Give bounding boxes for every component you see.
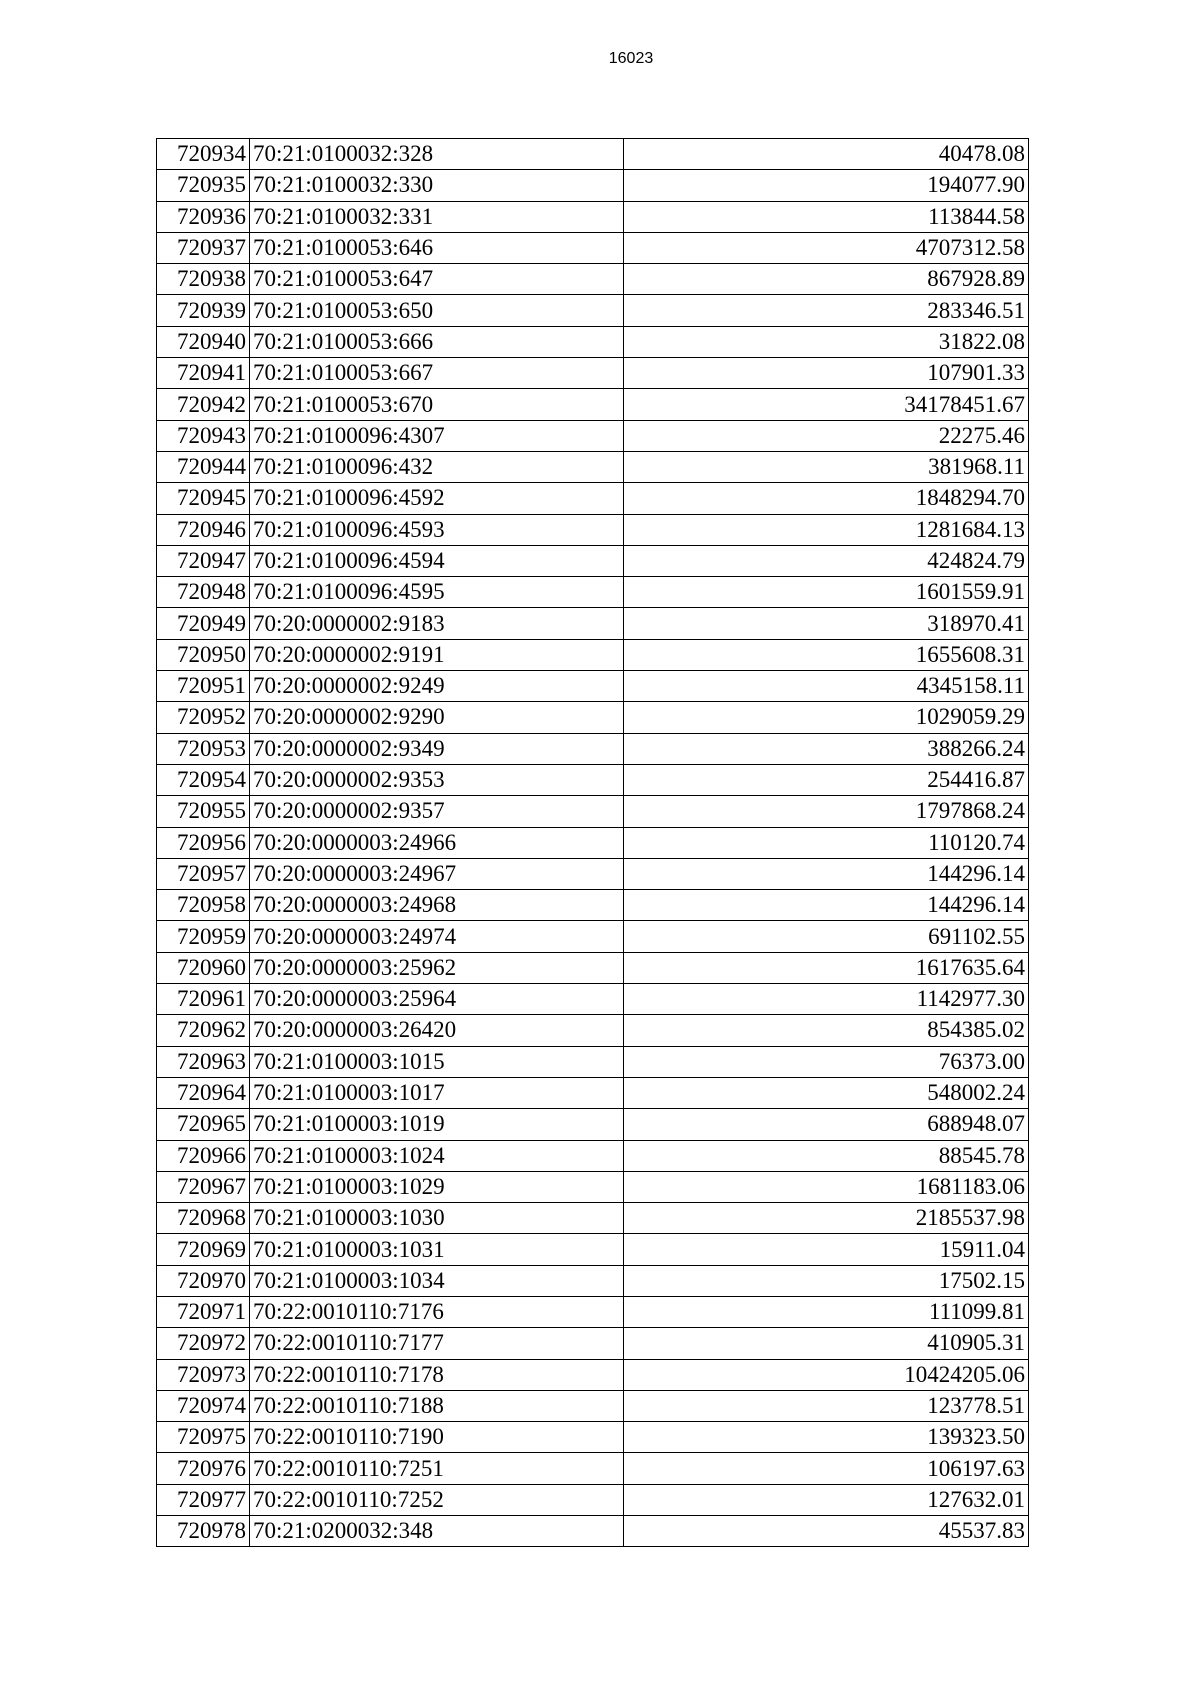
table-row xyxy=(157,702,1029,733)
row-number-cell: 720951 xyxy=(157,671,250,702)
cadastral-value-cell: 4345158.11 xyxy=(624,671,1029,702)
cadastral-number-cell: 70:20:0000003:24974 xyxy=(250,921,624,952)
row-number-cell: 720934 xyxy=(157,139,250,170)
table-row xyxy=(157,639,1029,670)
table-row xyxy=(157,326,1029,357)
row-number-cell: 720958 xyxy=(157,890,250,921)
cadastral-value-cell: 424824.79 xyxy=(624,545,1029,576)
cadastral-number-cell: 70:22:0010110:7176 xyxy=(250,1296,624,1327)
cadastral-value-cell: 2185537.98 xyxy=(624,1203,1029,1234)
cadastral-value-cell: 31822.08 xyxy=(624,326,1029,357)
table-row xyxy=(157,1203,1029,1234)
table-row xyxy=(157,1296,1029,1327)
row-number-cell: 720943 xyxy=(157,420,250,451)
table-row xyxy=(157,389,1029,420)
row-number-cell: 720941 xyxy=(157,358,250,389)
cadastral-number-cell: 70:21:0100003:1019 xyxy=(250,1109,624,1140)
table-row xyxy=(157,858,1029,889)
row-number-cell: 720962 xyxy=(157,1015,250,1046)
row-number-cell: 720952 xyxy=(157,702,250,733)
cadastral-number-cell: 70:21:0100003:1034 xyxy=(250,1265,624,1296)
table-row xyxy=(157,1109,1029,1140)
cadastral-number-cell: 70:21:0100003:1015 xyxy=(250,1046,624,1077)
cadastral-number-cell: 70:21:0100003:1029 xyxy=(250,1171,624,1202)
cadastral-value-cell: 1681183.06 xyxy=(624,1171,1029,1202)
table-row xyxy=(157,1140,1029,1171)
cadastral-value-cell: 1655608.31 xyxy=(624,639,1029,670)
table-row xyxy=(157,608,1029,639)
cadastral-number-cell: 70:21:0100096:4594 xyxy=(250,545,624,576)
table-row xyxy=(157,1359,1029,1390)
cadastral-value-cell: 123778.51 xyxy=(624,1390,1029,1421)
cadastral-number-cell: 70:20:0000002:9349 xyxy=(250,733,624,764)
table-row xyxy=(157,827,1029,858)
cadastral-value-cell: 17502.15 xyxy=(624,1265,1029,1296)
table-row xyxy=(157,1390,1029,1421)
table-row xyxy=(157,1265,1029,1296)
cadastral-value-cell: 107901.33 xyxy=(624,358,1029,389)
table-row xyxy=(157,1171,1029,1202)
table-row xyxy=(157,1015,1029,1046)
table-row xyxy=(157,984,1029,1015)
cadastral-value-cell: 113844.58 xyxy=(624,201,1029,232)
table-row xyxy=(157,577,1029,608)
cadastral-number-cell: 70:22:0010110:7178 xyxy=(250,1359,624,1390)
cadastral-number-cell: 70:21:0100032:331 xyxy=(250,201,624,232)
row-number-cell: 720964 xyxy=(157,1077,250,1108)
cadastral-number-cell: 70:21:0100096:4592 xyxy=(250,483,624,514)
cadastral-value-cell: 144296.14 xyxy=(624,858,1029,889)
cadastral-number-cell: 70:21:0200032:348 xyxy=(250,1516,624,1547)
table-row xyxy=(157,420,1029,451)
table-row xyxy=(157,1046,1029,1077)
cadastral-value-cell: 110120.74 xyxy=(624,827,1029,858)
cadastral-number-cell: 70:22:0010110:7252 xyxy=(250,1484,624,1515)
cadastral-value-cell: 381968.11 xyxy=(624,451,1029,482)
row-number-cell: 720968 xyxy=(157,1203,250,1234)
table-row xyxy=(157,890,1029,921)
row-number-cell: 720956 xyxy=(157,827,250,858)
table-row xyxy=(157,1453,1029,1484)
cadastral-number-cell: 70:21:0100053:647 xyxy=(250,264,624,295)
table-row xyxy=(157,139,1029,170)
cadastral-number-cell: 70:21:0100096:4307 xyxy=(250,420,624,451)
row-number-cell: 720963 xyxy=(157,1046,250,1077)
row-number-cell: 720975 xyxy=(157,1422,250,1453)
cadastral-number-cell: 70:22:0010110:7177 xyxy=(250,1328,624,1359)
cadastral-number-cell: 70:21:0100053:667 xyxy=(250,358,624,389)
table-row xyxy=(157,170,1029,201)
cadastral-value-cell: 867928.89 xyxy=(624,264,1029,295)
table-row xyxy=(157,1328,1029,1359)
row-number-cell: 720973 xyxy=(157,1359,250,1390)
cadastral-number-cell: 70:20:0000002:9290 xyxy=(250,702,624,733)
row-number-cell: 720942 xyxy=(157,389,250,420)
cadastral-value-cell: 688948.07 xyxy=(624,1109,1029,1140)
cadastral-number-cell: 70:20:0000003:24967 xyxy=(250,858,624,889)
cadastral-number-cell: 70:20:0000002:9191 xyxy=(250,639,624,670)
row-number-cell: 720946 xyxy=(157,514,250,545)
row-number-cell: 720936 xyxy=(157,201,250,232)
table-row xyxy=(157,264,1029,295)
row-number-cell: 720935 xyxy=(157,170,250,201)
row-number-cell: 720977 xyxy=(157,1484,250,1515)
cadastral-value-cell: 1029059.29 xyxy=(624,702,1029,733)
table-row xyxy=(157,295,1029,326)
table-row xyxy=(157,232,1029,263)
cadastral-number-cell: 70:21:0100053:670 xyxy=(250,389,624,420)
table-row xyxy=(157,733,1029,764)
cadastral-value-cell: 144296.14 xyxy=(624,890,1029,921)
table-row xyxy=(157,796,1029,827)
cadastral-value-cell: 76373.00 xyxy=(624,1046,1029,1077)
cadastral-value-cell: 40478.08 xyxy=(624,139,1029,170)
cadastral-number-cell: 70:21:0100053:646 xyxy=(250,232,624,263)
row-number-cell: 720966 xyxy=(157,1140,250,1171)
cadastral-number-cell: 70:21:0100053:650 xyxy=(250,295,624,326)
cadastral-value-cell: 1617635.64 xyxy=(624,952,1029,983)
row-number-cell: 720954 xyxy=(157,764,250,795)
cadastral-number-cell: 70:20:0000002:9357 xyxy=(250,796,624,827)
cadastral-value-cell: 194077.90 xyxy=(624,170,1029,201)
cadastral-value-cell: 45537.83 xyxy=(624,1516,1029,1547)
cadastral-value-cell: 1281684.13 xyxy=(624,514,1029,545)
row-number-cell: 720938 xyxy=(157,264,250,295)
table-row xyxy=(157,1077,1029,1108)
row-number-cell: 720978 xyxy=(157,1516,250,1547)
row-number-cell: 720969 xyxy=(157,1234,250,1265)
page-number: 16023 xyxy=(608,50,654,67)
row-number-cell: 720961 xyxy=(157,984,250,1015)
cadastral-value-cell: 283346.51 xyxy=(624,295,1029,326)
row-number-cell: 720970 xyxy=(157,1265,250,1296)
cadastral-value-cell: 127632.01 xyxy=(624,1484,1029,1515)
cadastral-number-cell: 70:20:0000003:25964 xyxy=(250,984,624,1015)
cadastral-number-cell: 70:21:0100096:4595 xyxy=(250,577,624,608)
row-number-cell: 720960 xyxy=(157,952,250,983)
row-number-cell: 720948 xyxy=(157,577,250,608)
row-number-cell: 720937 xyxy=(157,232,250,263)
cadastral-value-cell: 854385.02 xyxy=(624,1015,1029,1046)
cadastral-value-cell: 22275.46 xyxy=(624,420,1029,451)
table-row xyxy=(157,1422,1029,1453)
cadastral-number-cell: 70:22:0010110:7251 xyxy=(250,1453,624,1484)
row-number-cell: 720974 xyxy=(157,1390,250,1421)
row-number-cell: 720955 xyxy=(157,796,250,827)
row-number-cell: 720949 xyxy=(157,608,250,639)
table-row xyxy=(157,671,1029,702)
row-number-cell: 720945 xyxy=(157,483,250,514)
table-row xyxy=(157,514,1029,545)
cadastral-number-cell: 70:20:0000003:24968 xyxy=(250,890,624,921)
cadastral-number-cell: 70:21:0100003:1031 xyxy=(250,1234,624,1265)
cadastral-number-cell: 70:20:0000003:24966 xyxy=(250,827,624,858)
cadastral-number-cell: 70:20:0000003:26420 xyxy=(250,1015,624,1046)
cadastral-value-cell: 1797868.24 xyxy=(624,796,1029,827)
cadastral-value-cell: 34178451.67 xyxy=(624,389,1029,420)
row-number-cell: 720971 xyxy=(157,1296,250,1327)
cadastral-value-cell: 10424205.06 xyxy=(624,1359,1029,1390)
table-row xyxy=(157,451,1029,482)
table-row xyxy=(157,1484,1029,1515)
row-number-cell: 720953 xyxy=(157,733,250,764)
cadastral-number-cell: 70:20:0000003:25962 xyxy=(250,952,624,983)
table-row xyxy=(157,1234,1029,1265)
cadastral-value-cell: 1142977.30 xyxy=(624,984,1029,1015)
cadastral-number-cell: 70:21:0100003:1024 xyxy=(250,1140,624,1171)
cadastral-number-cell: 70:22:0010110:7188 xyxy=(250,1390,624,1421)
cadastral-number-cell: 70:22:0010110:7190 xyxy=(250,1422,624,1453)
table-row xyxy=(157,921,1029,952)
cadastral-number-cell: 70:21:0100032:330 xyxy=(250,170,624,201)
cadastral-number-cell: 70:21:0100003:1017 xyxy=(250,1077,624,1108)
cadastral-number-cell: 70:20:0000002:9353 xyxy=(250,764,624,795)
cadastral-value-cell: 410905.31 xyxy=(624,1328,1029,1359)
cadastral-number-cell: 70:20:0000002:9183 xyxy=(250,608,624,639)
table-row xyxy=(157,483,1029,514)
cadastral-value-cell: 111099.81 xyxy=(624,1296,1029,1327)
table-row xyxy=(157,952,1029,983)
row-number-cell: 720947 xyxy=(157,545,250,576)
row-number-cell: 720965 xyxy=(157,1109,250,1140)
table-row xyxy=(157,1516,1029,1547)
row-number-cell: 720950 xyxy=(157,639,250,670)
cadastral-number-cell: 70:21:0100003:1030 xyxy=(250,1203,624,1234)
cadastral-number-cell: 70:21:0100096:4593 xyxy=(250,514,624,545)
cadastral-number-cell: 70:20:0000002:9249 xyxy=(250,671,624,702)
row-number-cell: 720957 xyxy=(157,858,250,889)
cadastral-value-table xyxy=(156,138,1029,1547)
row-number-cell: 720976 xyxy=(157,1453,250,1484)
cadastral-value-cell: 88545.78 xyxy=(624,1140,1029,1171)
row-number-cell: 720967 xyxy=(157,1171,250,1202)
table-row xyxy=(157,764,1029,795)
table-row xyxy=(157,201,1029,232)
table-body xyxy=(157,139,1029,1547)
cadastral-value-cell: 1848294.70 xyxy=(624,483,1029,514)
cadastral-value-cell: 318970.41 xyxy=(624,608,1029,639)
cadastral-number-cell: 70:21:0100096:432 xyxy=(250,451,624,482)
row-number-cell: 720940 xyxy=(157,326,250,357)
table-row xyxy=(157,358,1029,389)
cadastral-number-cell: 70:21:0100053:666 xyxy=(250,326,624,357)
cadastral-value-cell: 4707312.58 xyxy=(624,232,1029,263)
cadastral-number-cell: 70:21:0100032:328 xyxy=(250,139,624,170)
cadastral-value-cell: 691102.55 xyxy=(624,921,1029,952)
row-number-cell: 720972 xyxy=(157,1328,250,1359)
row-number-cell: 720959 xyxy=(157,921,250,952)
cadastral-value-cell: 139323.50 xyxy=(624,1422,1029,1453)
cadastral-value-cell: 254416.87 xyxy=(624,764,1029,795)
table-row xyxy=(157,545,1029,576)
cadastral-value-cell: 388266.24 xyxy=(624,733,1029,764)
cadastral-value-cell: 106197.63 xyxy=(624,1453,1029,1484)
cadastral-value-cell: 548002.24 xyxy=(624,1077,1029,1108)
row-number-cell: 720939 xyxy=(157,295,250,326)
cadastral-value-cell: 15911.04 xyxy=(624,1234,1029,1265)
row-number-cell: 720944 xyxy=(157,451,250,482)
cadastral-value-cell: 1601559.91 xyxy=(624,577,1029,608)
